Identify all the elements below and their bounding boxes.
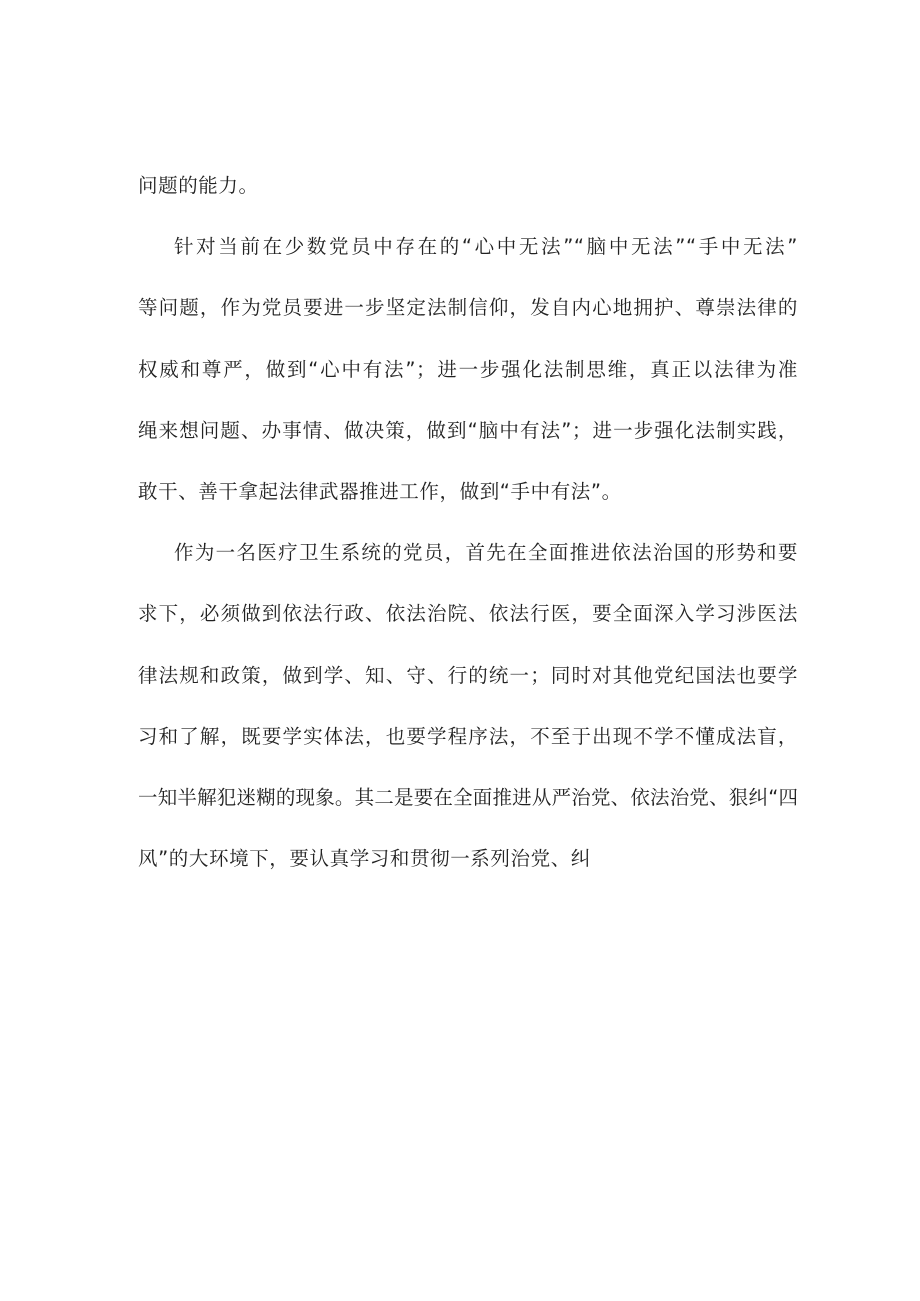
paragraph-line-8: 求下，必须做到依法行政、依法治院、依法行医，要全面深入学习涉医法 [138, 602, 798, 626]
paragraph-line-7: 作为一名医疗卫生系统的党员，首先在全面推进依法治国的形势和要 [174, 541, 798, 565]
paragraph-line-11: 一知半解犯迷糊的现象。其二是要在全面推进从严治党、依法治党、狠纠“四 [138, 785, 798, 809]
paragraph-line-12: 风”的大环境下，要认真学习和贯彻一系列治党、纠 [138, 847, 591, 871]
document-body [138, 160, 798, 894]
paragraph-line-3: 等问题，作为党员要进一步坚定法制信仰，发自内心地拥护、尊崇法律的 [138, 296, 798, 320]
paragraph-line-6: 敢干、善干拿起法律武器推进工作，做到“手中有法”。 [138, 479, 622, 503]
paragraph-line-1: 问题的能力。 [138, 174, 259, 197]
paragraph-line-10: 习和了解，既要学实体法，也要学程序法，不至于出现不学不懂成法盲， [138, 724, 798, 748]
paragraph-line-2: 针对当前在少数党员中存在的“心中无法”“脑中无法”“手中无法” [174, 235, 798, 259]
paragraph-line-5: 绳来想问题、办事情、做决策，做到“脑中有法”；进一步强化法制实践， [138, 418, 798, 442]
paragraph-line-9: 律法规和政策，做到学、知、守、行的统一；同时对其他党纪国法也要学 [138, 663, 798, 687]
paragraph-line-4: 权威和尊严，做到“心中有法”；进一步强化法制思维，真正以法律为准 [138, 357, 798, 381]
